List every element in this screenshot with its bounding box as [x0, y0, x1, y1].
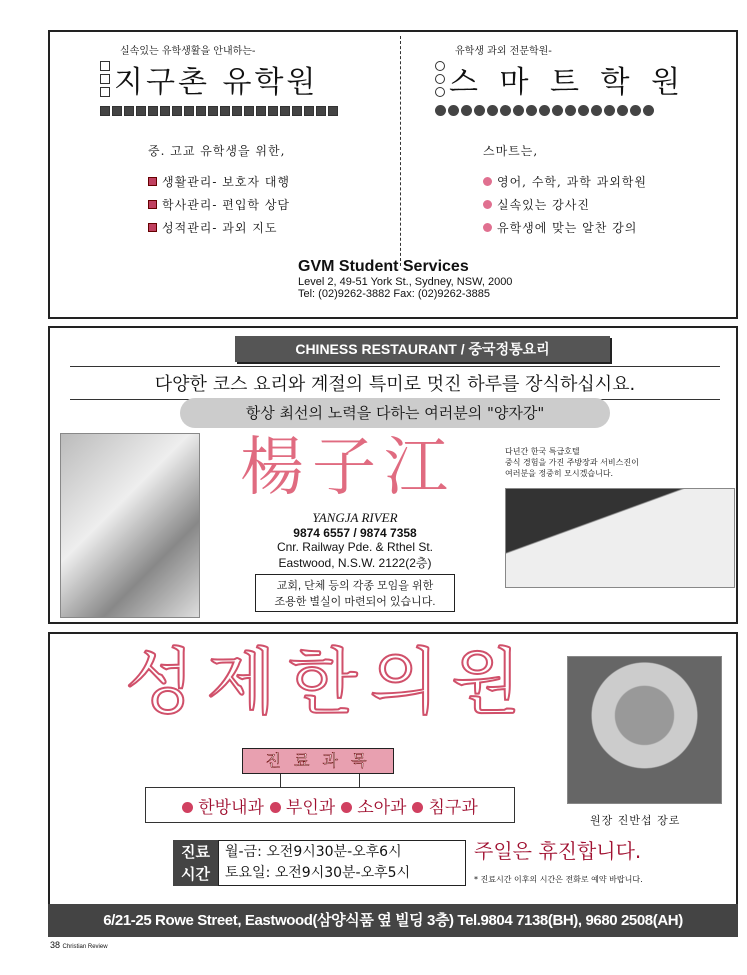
- square-bullet-icon: [148, 200, 157, 209]
- circle-bullet-icon: [182, 802, 193, 813]
- circle-bullet-icon: [483, 223, 492, 232]
- side-text: 다년간 한국 특급호텔 중식 경험을 가진 주방장과 서비스진이 여러분을 정중히 모시겠습니다.: [505, 447, 639, 478]
- page-number: 38: [50, 940, 61, 950]
- list-item: 실속있는 강사진: [483, 196, 735, 213]
- circle-bullet-icon: [483, 177, 492, 186]
- page-footer: [50, 940, 108, 950]
- jiguchon-section: [100, 42, 390, 242]
- closed-notice: 주일은 휴진합니다.: [474, 839, 642, 863]
- address-line: Cnr. Railway Pde. & Rthel St.: [276, 540, 434, 554]
- clinic-title: 성제한의원: [125, 640, 533, 724]
- subjects-label: 진 료 과 목: [242, 748, 394, 774]
- list-item: 성적관리- 과외 지도: [148, 219, 390, 236]
- hours-label: 진료 시간: [173, 840, 218, 886]
- subject-item: 한방내과: [182, 793, 264, 818]
- tagline: 실속있는 유학생활을 안내하는-: [120, 46, 256, 57]
- reservation-note: * 진료시간 이후의 시간은 전화로 예약 바랍니다.: [474, 875, 643, 884]
- smart-section: [435, 42, 735, 242]
- restaurant-interior-photo: [60, 433, 200, 618]
- photo-caption: 원장 진반섭 장로: [590, 814, 681, 827]
- circle-icons: [435, 61, 445, 97]
- square-row-decoration: [100, 101, 390, 120]
- restaurant-name: YANGJA RIVER: [312, 510, 398, 525]
- tagline: 유학생 과외 전문학원-: [455, 46, 552, 57]
- publication-name: Christian Review: [62, 944, 108, 950]
- notice-box: 교회, 단체 등의 각종 모임을 위한 조용한 별실이 마련되어 있습니다.: [255, 574, 455, 612]
- title: 스 마 트 학 원: [449, 65, 687, 100]
- square-icons: [100, 61, 110, 97]
- banner: CHINESS RESTAURANT / 중국정통요리: [235, 336, 610, 362]
- divider: [400, 36, 401, 266]
- subject-item: 부인과: [270, 793, 335, 818]
- connector: [280, 774, 360, 788]
- company-name: GVM Student Services: [298, 258, 469, 275]
- restaurant-logo: 楊子江: [240, 431, 456, 505]
- subject-item: 침구과: [412, 793, 477, 818]
- circle-bullet-icon: [270, 802, 281, 813]
- dining-table-photo: [505, 488, 735, 588]
- ad-sungje-oriental-clinic: [48, 632, 738, 937]
- ad-yangja-river-restaurant: [48, 326, 738, 624]
- list-item: 생활관리- 보호자 대행: [148, 173, 390, 190]
- restaurant-info: [245, 510, 465, 612]
- address-line: Eastwood, N.S.W. 2122(2층): [278, 556, 432, 570]
- list-item: 영어, 수학, 과학 과외학원: [483, 173, 735, 190]
- circle-bullet-icon: [483, 200, 492, 209]
- phone: 9874 6557 / 9874 7358: [293, 526, 417, 540]
- hours-box: 월-금: 오전9시30분-오후6시 토요일: 오전9시30분-오후5시: [218, 840, 466, 886]
- circle-row-decoration: [435, 101, 735, 120]
- address-footer-bar: 6/21-25 Rowe Street, Eastwood(삼양식품 옆 빌딩 3층) Tel.9804 7138(BH), 9680 2508(AH): [48, 904, 738, 937]
- intro: 스마트는,: [483, 144, 539, 158]
- director-photo: [567, 656, 722, 804]
- square-bullet-icon: [148, 223, 157, 232]
- address: Level 2, 49-51 York St., Sydney, NSW, 2000: [298, 276, 513, 288]
- contact: Tel: (02)9262-3882 Fax: (02)9262-3885: [298, 288, 491, 300]
- circle-bullet-icon: [341, 802, 352, 813]
- headline: 다양한 코스 요리와 계절의 특미로 멋진 하루를 장식하십시요.: [70, 366, 720, 400]
- circle-bullet-icon: [412, 802, 423, 813]
- subject-item: 소아과: [341, 793, 406, 818]
- list-item: 학사관리- 편입학 상담: [148, 196, 390, 213]
- slogan: 항상 최선의 노력을 다하는 여러분의 "양자강": [180, 398, 610, 428]
- list-item: 유학생에 맞는 알찬 강의: [483, 219, 735, 236]
- title: 지구촌 유학원: [114, 65, 319, 100]
- intro: 중. 고교 유학생을 위한,: [148, 144, 286, 158]
- ad-gvm-student-services: [48, 30, 738, 319]
- subjects-list: [145, 787, 515, 823]
- square-bullet-icon: [148, 177, 157, 186]
- company-info: [298, 258, 512, 300]
